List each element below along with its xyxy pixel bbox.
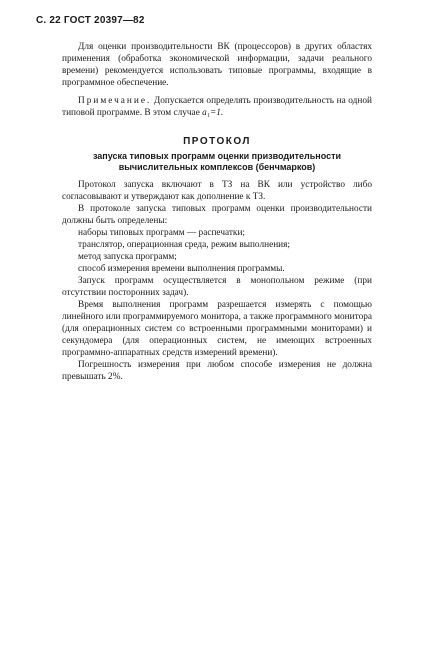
document-body xyxy=(62,41,372,383)
protocol-subtitle-line-2: вычислительных комплексов (бенчмарков) xyxy=(118,162,316,172)
protocol-subtitle xyxy=(62,151,372,173)
paragraph-measurement-error: Погрешность измерения при любом способе измерения не должна превышать 2%. xyxy=(62,360,372,382)
list-item: способ измерения времени выполнения программы. xyxy=(78,264,285,274)
paragraph-other-applications: Для оценки производительности ВК (процессоров) в других областях применения (обработка экономической информации, задачи реального времени) рекомендуется использовать типовые программы, входящие в программное обеспечение. xyxy=(62,42,372,88)
page-header: С. 22 ГОСТ 20397—82 xyxy=(36,15,145,26)
paragraph-protocol-inclusion: Протокол запуска включают в ТЗ на ВК или устройство либо согласовывают и утверждают как дополнение к ТЗ. xyxy=(62,180,372,202)
list-item: наборы типовых программ — распечатки; xyxy=(78,228,246,238)
note-paragraph xyxy=(62,95,372,119)
note-formula: a₁=1. xyxy=(202,108,224,118)
note-text: Допускается определять производительность на одной типовой программе. В этом случае xyxy=(62,96,372,118)
list-item: транслятор, операционная среда, режим выполнения; xyxy=(78,240,291,250)
paragraph-must-be-defined: В протоколе запуска типовых программ оценки производительности должны быть определены: xyxy=(62,204,372,226)
list-item: метод запуска программ; xyxy=(78,252,177,262)
protocol-subtitle-line-1: запуска типовых программ оценки призводительности xyxy=(92,151,342,161)
paragraph-time-measurement: Время выполнения программ разрешается измерять с помощью линейного или программируемого монитора, а также программного монитора (для операционных систем со встроенными программными мониторами) и секундомера (для операционных систем, не имеющих встроенных программно-аппаратных средств измерений времени). xyxy=(62,300,372,358)
protocol-title: ПРОТОКОЛ xyxy=(183,136,251,147)
note-label: Примечание. xyxy=(78,96,152,106)
paragraph-exclusive-mode: Запуск программ осуществляется в монопольном режиме (при отсутствии посторонних задач). xyxy=(62,276,372,298)
